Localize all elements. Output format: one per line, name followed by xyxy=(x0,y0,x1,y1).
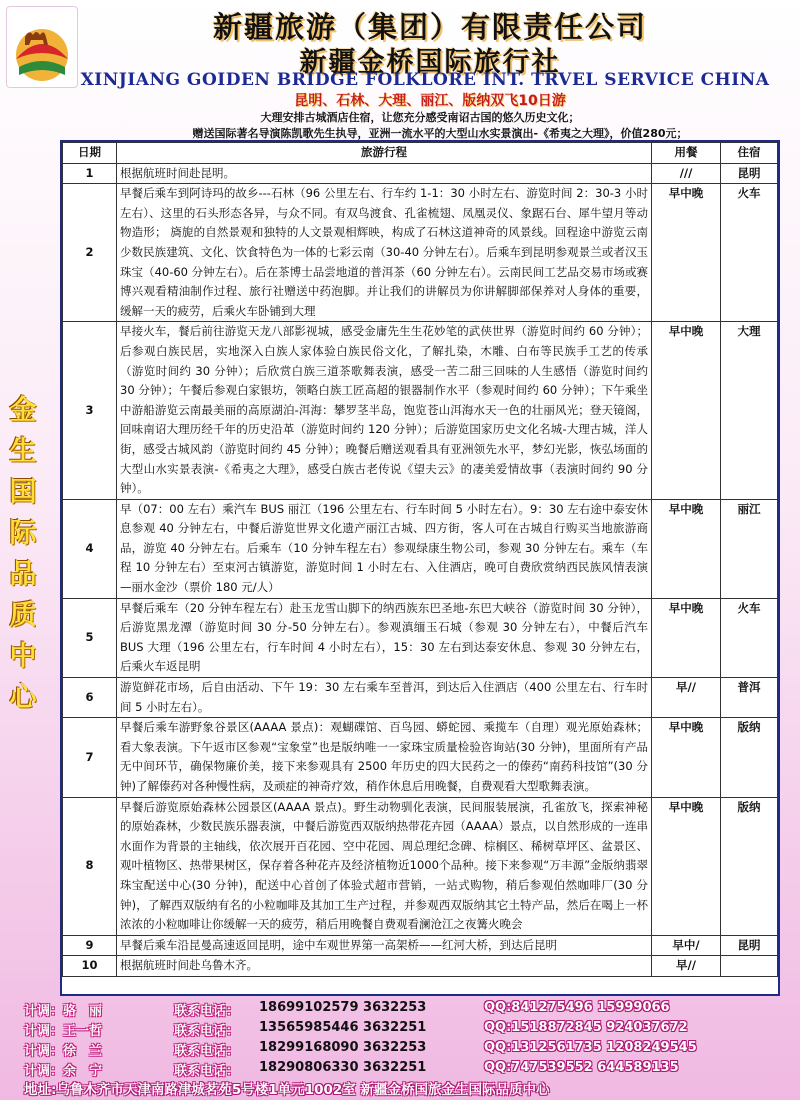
row-stay: 昆明 xyxy=(721,163,778,184)
row-plan: 早餐后游览原始森林公园景区(AAAA 景点)。野生动物驯化表演，民间服装展演，孔雀放飞，探索神秘的原始森林，少数民族乐器表演，中餐后游览西双版纳热带花卉园（AAAA）景点，以自然形成的一连串水面作为背景的主轴线，依次展开百花园、空中花园、周总理纪念碑、棕榈区、稀树草坪区、盆景区、观叶植物区、热带果树区，保存着各种花卉及经济植物近1000个品种。接下来参观“万丰源”金版纳翡翠珠宝配送中心(30 分钟)，配送中心首创了体验式超市营销，一站式购物，稍后参观伯然咖啡厂(30 分钟)，了解西双版纳有名的小粒咖啡及其加工生产过程，并参观西双版纳其它土特产品，然后在喝上一杯浓浓的小粒咖啡让你缓解一天的疲劳，稍后用晚餐自费观看澜沧江之夜篝火晚会 xyxy=(117,797,652,935)
row-plan: 根据航班时间赴乌鲁木齐。 xyxy=(117,956,652,977)
row-plan: 早餐后乘车到阿诗玛的故乡---石林（96 公里左右、行车约 1-1：30 小时左右、游览时间 2：30-3 小时左右）、这里的石头形态各异，与众不同。有双鸟渡食、孔雀梳翅、凤凰灵仪、象踞石台、犀牛望月等动物造形； 旖旎的自然景观和独特的人文景观相辉映，构成了石林这道神奇的风景线。回程途中游览云南少数民族建筑、文化、饮食特色为一体的七彩云南（30-40 分钟左右）。后乘车到昆明参观景兰或者汉玉珠宝（40-60 分钟左右）。后在茶博士品尝地道的普洱茶（60 分钟左右）。云南民间工艺品交易市场或赛博兴观看精油制作过程、旅行社赠送中药泡脚。并让我们的讲解员为你讲解脚部保养对人身体的重要，缓解一天的疲劳，后乘火车卧铺到大理 xyxy=(117,184,652,322)
highlight-line-1: 大理安排古城酒店住宿，让您充分感受南诏古国的悠久历史文化； xyxy=(260,111,580,124)
row-stay: 火车 xyxy=(721,184,778,322)
side-char: 心 xyxy=(9,682,37,713)
contact-phone: 18290806330 3632251 xyxy=(259,1060,427,1075)
row-meal: /// xyxy=(652,163,721,184)
contact-row xyxy=(24,1000,794,1020)
table-row xyxy=(63,499,778,598)
route-title: 昆明、石林、大理、丽江、版纳双飞10日游 xyxy=(294,93,566,109)
row-stay xyxy=(721,956,778,977)
row-plan: 早餐后乘车沿昆曼高速返回昆明，途中车观世界第一高架桥——红河大桥，到达后昆明 xyxy=(117,935,652,956)
side-char: 质 xyxy=(9,600,37,631)
table-row xyxy=(63,797,778,935)
table-header-row xyxy=(63,143,778,164)
row-day: 4 xyxy=(63,499,117,598)
contact-qq: QQ:841275496 15999066 xyxy=(484,1000,670,1015)
contact-name: 计调：骆 丽 xyxy=(24,1004,103,1019)
contact-row xyxy=(24,1020,794,1040)
row-day: 5 xyxy=(63,598,117,677)
table-row xyxy=(63,322,778,499)
row-day: 1 xyxy=(63,163,117,184)
row-meal: 早中晚 xyxy=(652,797,721,935)
highlight-line-2: 赠送国际著名导演陈凯歌先生执导，亚洲一流水平的大型山水实景演出-《希夷之大理》，价值280元； xyxy=(192,127,688,140)
contact-phone: 13565985446 3632251 xyxy=(259,1020,427,1035)
header-plan: 旅游行程 xyxy=(117,143,652,164)
page-header xyxy=(0,0,800,140)
row-plan: 早接火车，餐后前往游览天龙八部影视城，感受金庸先生生花妙笔的武侠世界（游览时间约 60 分钟）；后参观白族民居，实地深入白族人家体验白族民俗文化，了解扎染，木雕、白布等民族手工艺的传承（游览时间约 30 分钟）；后欣赏白族三道茶歌舞表演，感受一苦二甜三回味的人生感悟（游览时间约 30 分钟）；午餐后参观白家银坊，领略白族工匠高超的银器制作水平（参观时间约 60 分钟）；下午乘坐中游船游览云南最美丽的高原湖泊-洱海：攀罗茎半岛，饱览苍山洱海水天一色的壮丽风光；登天镜阁，回味南诏大理历经千年的历史沿革（游览时间约 120 分钟）；后游览国家历史文化名城-大理古城，洋人街，感受古城风韵（游览时间约 45 分钟）；晚餐后赠送观看具有亚洲领先水平，梦幻光影，恢弘场面的大型山水实景表演-《希夷之大理》，感受白族古老传说《望夫云》的凄美爱情故事（表演时间约 90 分钟）。 xyxy=(117,322,652,499)
contact-phone-label: 联系电话： xyxy=(174,1044,240,1059)
table-row xyxy=(63,718,778,797)
row-stay: 火车 xyxy=(721,598,778,677)
company-title: 新疆旅游（集团）有限责任公司 xyxy=(212,10,647,44)
table-row xyxy=(63,935,778,956)
contact-qq: QQ:1518872845 924037672 xyxy=(484,1020,688,1035)
row-stay: 昆明 xyxy=(721,935,778,956)
agency-title-english: XINJIANG GOIDEN BRIDGE FOLKLORE INT. TRVEL SERVICE CHINA xyxy=(80,70,770,90)
agency-title: 新疆金桥国际旅行社 xyxy=(299,47,561,78)
header-stay: 住宿 xyxy=(721,143,778,164)
side-char: 国 xyxy=(9,477,37,508)
contact-row xyxy=(24,1040,794,1060)
row-plan: 早餐后乘车（20 分钟车程左右）赴玉龙雪山脚下的纳西族东巴圣地-东巴大峡谷（游览时间 30 分钟），后游览黑龙潭（游览时间 30 分-50 分钟左右）。参观滇缅玉石城（参观 30 分钟左右），中餐后汽车 BUS 大理（196 公里左右，行车时间 4 小时左右），15：30 左右到达泰安休息、参观 30 分钟左右，后乘火车返昆明 xyxy=(117,598,652,677)
row-plan: 早餐后乘车游野象谷景区(AAAA 景点)：观蝴碟馆、百鸟园、蟒蛇园、乘揽车（自理）观光原始森林；看大象表演。下午返市区参观“宝象堂”也是版纳唯一一家珠宝质量检验咨询站(30 分钟)，里面所有产品无中间环节，确保物廉价美，接下来参观具有 2500 年历史的四大民药之一的傣药“南药科技馆”(30 分钟)了解傣药对各种慢性病，及顽症的神奇疗效，稍作休息后用晚餐，自费观看大型歌舞表演。 xyxy=(117,718,652,797)
contact-qq: QQ:1312561735 1208249545 xyxy=(484,1040,697,1055)
contact-phone: 18699102579 3632253 xyxy=(259,1000,427,1015)
contact-list xyxy=(24,1000,794,1080)
contact-name: 计调：王一哲 xyxy=(24,1024,103,1039)
row-stay: 丽江 xyxy=(721,499,778,598)
row-day: 3 xyxy=(63,322,117,499)
row-meal: 早中/ xyxy=(652,935,721,956)
row-meal: 早中晚 xyxy=(652,184,721,322)
side-char: 品 xyxy=(9,559,37,590)
contact-row xyxy=(24,1060,794,1080)
contact-name: 计调：徐 兰 xyxy=(24,1044,103,1059)
side-char: 中 xyxy=(9,641,37,672)
row-meal: 早// xyxy=(652,956,721,977)
table-row xyxy=(63,163,778,184)
row-meal: 早中晚 xyxy=(652,598,721,677)
row-day: 7 xyxy=(63,718,117,797)
row-day: 10 xyxy=(63,956,117,977)
row-day: 2 xyxy=(63,184,117,322)
table-row xyxy=(63,184,778,322)
row-day: 8 xyxy=(63,797,117,935)
address-line: 地址:乌鲁木齐市天津南路津城茗苑5号楼1单元1002室 新疆金桥国旅金生国际品质中心 xyxy=(24,1082,550,1098)
side-char: 生 xyxy=(9,436,37,467)
row-plan: 游览鲜花市场，后自由活动、下午 19：30 左右乘车至普洱，到达后入住酒店（400 公里左右、行车时间 5 小时左右）。 xyxy=(117,678,652,718)
contact-phone-label: 联系电话： xyxy=(174,1024,240,1039)
table-row xyxy=(63,598,778,677)
row-meal: 早中晚 xyxy=(652,322,721,499)
row-meal: 早// xyxy=(652,678,721,718)
contact-name: 计调：余 宁 xyxy=(24,1064,103,1079)
contact-phone: 18299168090 3632253 xyxy=(259,1040,427,1055)
row-stay: 大理 xyxy=(721,322,778,499)
side-slogan xyxy=(3,390,43,718)
row-stay: 版纳 xyxy=(721,718,778,797)
itinerary-table-container xyxy=(60,140,780,996)
table-row xyxy=(63,678,778,718)
row-day: 6 xyxy=(63,678,117,718)
row-plan: 根据航班时间赴昆明。 xyxy=(117,163,652,184)
itinerary-table xyxy=(62,142,778,977)
row-stay: 版纳 xyxy=(721,797,778,935)
contact-phone-label: 联系电话： xyxy=(174,1064,240,1079)
header-meal: 用餐 xyxy=(652,143,721,164)
row-meal: 早中晚 xyxy=(652,718,721,797)
side-char: 际 xyxy=(9,518,37,549)
contact-phone-label: 联系电话： xyxy=(174,1004,240,1019)
contact-qq: QQ:747539552 644589135 xyxy=(484,1060,679,1075)
row-plan: 早（07：00 左右）乘汽车 BUS 丽江（196 公里左右、行车时间 5 小时左右）。9：30 左右途中泰安休息参观 40 分钟左右，中餐后游览世界文化遗产丽江古城、四方街，客人可在古城自行购买当地旅游商品，游览 40 分钟左右。后乘车（10 分钟车程左右）参观绿康生物公司，参观 30 分钟左右。乘车（车程 10 分钟左右）至束河古镇游览，游览时间 1 小时左右、入住酒店，晚可自费欣赏纳西民族风情表演—丽水金沙（票价 180 元/人） xyxy=(117,499,652,598)
header-day: 日期 xyxy=(63,143,117,164)
side-char: 金 xyxy=(9,395,37,426)
row-day: 9 xyxy=(63,935,117,956)
table-row xyxy=(63,956,778,977)
row-meal: 早中晚 xyxy=(652,499,721,598)
row-stay: 普洱 xyxy=(721,678,778,718)
